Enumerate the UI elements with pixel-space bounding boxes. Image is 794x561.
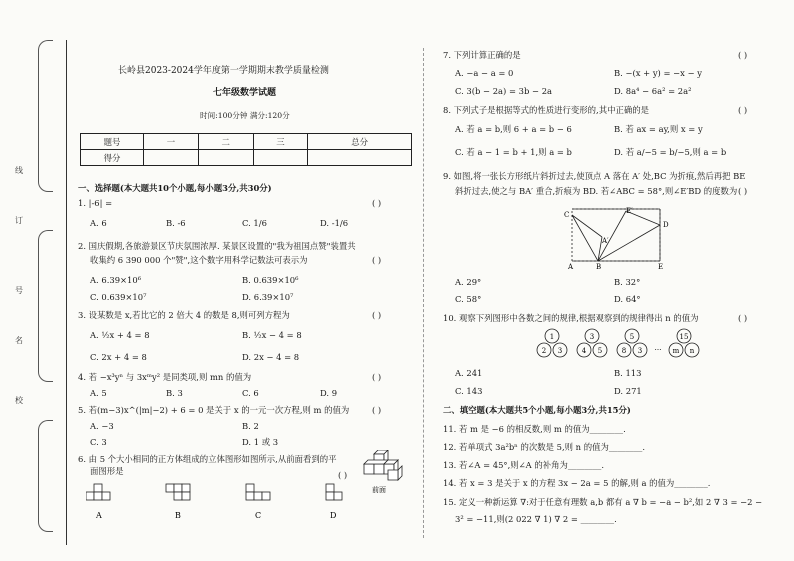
q7-stem: 7. 下列计算正确的是 [443, 50, 521, 60]
section2-heading: 二、填空题(本大题共5个小题,每小题3分,共15分) [443, 405, 631, 415]
q4-stem: 4. 若 −x³yⁿ 与 3xᵐy² 是同类项,则 mn 的值为 [78, 372, 252, 382]
exam-subtitle: 七年级数学试题 [213, 88, 277, 98]
q9-answer-paren: ( ) [738, 186, 748, 196]
q10-option-d: D. 271 [614, 386, 642, 396]
binding-bracket-bottom [38, 420, 53, 532]
q6-front-label: 前面 [372, 486, 386, 494]
square [174, 484, 182, 492]
q8-option-b: B. 若 ax = ay,则 x = y [614, 124, 703, 134]
q5-stem: 5. 若(m−3)x^(|m|−2) + 6 = 0 是关于 x 的一元一次方程,则 m 的值为 [78, 405, 350, 415]
q7-option-c: C. 3(b − 2a) = 3b − 2a [455, 86, 553, 96]
square [174, 492, 182, 500]
q3-option-d: D. 2x − 4 = 8 [242, 352, 300, 362]
q10-stem: 10. 观察下列图形中各数之间的规律,根据观察到的规律得出 n 的值为 [443, 313, 699, 323]
square [262, 492, 270, 500]
q8-answer-paren: ( ) [738, 105, 748, 115]
q4-option-b: B. 3 [166, 388, 183, 398]
exam-title: 长岭县2023-2024学年度第一学期期末教学质量检测 [118, 66, 329, 76]
square [94, 484, 102, 492]
q9-option-d: D. 64° [614, 294, 641, 304]
q9-point-d: D [663, 221, 669, 229]
score-table-cell [198, 150, 253, 166]
q9-stem-line2: 斜折过去,使之与 BA′ 重合,折痕为 BD. 若∠ABC = 58°,则∠E′BD 的度数为 [455, 186, 738, 196]
binding-label-name: 名 [15, 336, 23, 345]
pattern-number: 5 [597, 347, 603, 355]
score-table-cell: 总分 [308, 134, 412, 150]
binding-label-order: 订 [15, 216, 23, 225]
score-table [80, 133, 412, 166]
pattern-number: 3 [557, 347, 563, 355]
q9-point-e2: E′ [626, 207, 633, 215]
q2-option-a: A. 6.39×10⁶ [90, 275, 142, 285]
score-table-cell: 得分 [81, 150, 144, 166]
q9-point-a: A [568, 263, 574, 271]
pattern-number: 5 [629, 333, 635, 341]
square [254, 492, 262, 500]
section1-heading: 一、选择题(本大题共10个小题,每小题3分,共30分) [78, 183, 272, 193]
q10-answer-paren: ( ) [738, 313, 748, 323]
q3-option-c: C. 2x + 4 = 8 [90, 352, 147, 362]
binding-line [66, 40, 67, 545]
square [246, 492, 254, 500]
q1-option-d: D. -1/6 [320, 218, 349, 228]
q9-option-b: B. 32° [614, 277, 641, 287]
binding-bracket-middle [38, 230, 53, 382]
q2-option-d: D. 6.39×10⁷ [242, 292, 294, 302]
q13-fill: 13. 若∠A = 45°,则∠A 的补角为________. [443, 460, 605, 470]
q4-answer-paren: ( ) [372, 372, 382, 382]
q14-fill: 14. 若 x = 3 是关于 x 的方程 3x − 2a = 5 的解,则 a 的值为________. [443, 478, 711, 488]
crease-bc [572, 215, 598, 261]
q10-option-b: B. 113 [614, 368, 642, 378]
binding-label-line: 线 [15, 166, 23, 175]
q6-option-b: B [175, 511, 181, 520]
q5-option-c: C. 3 [90, 437, 107, 447]
pattern-ellipsis: … [654, 344, 662, 352]
square [326, 484, 334, 492]
square [94, 492, 102, 500]
q8-option-d: D. 若 a/−5 = b/−5,则 a = b [614, 147, 727, 157]
q6-stem-line1: 6. 由 5 个大小相同的正方体组成的立体图形如图所示,从前面看到的平 [78, 454, 337, 464]
q4-option-d: D. 9 [320, 388, 338, 398]
score-table-cell: 二 [198, 134, 253, 150]
q10-number-pattern [536, 328, 706, 364]
q9-option-a: A. 29° [455, 277, 482, 287]
score-table-header-row [81, 134, 412, 150]
q7-answer-paren: ( ) [738, 50, 748, 60]
q3-option-b: B. ½x − 4 = 8 [242, 330, 302, 340]
q5-option-a: A. −3 [90, 421, 114, 431]
cube-face [374, 464, 384, 474]
q15-fill-line2: 3² = −11,则(2 022 ∇ 1) ∇ 2 = ________. [455, 514, 617, 524]
q5-option-b: B. 2 [242, 421, 259, 431]
q9-point-a2: A′ [602, 237, 609, 245]
score-table-cell: 题号 [81, 134, 144, 150]
cube-face [398, 466, 402, 480]
q9-point-e: E [658, 263, 664, 271]
q6-option-a: A [96, 511, 102, 520]
pattern-number: 15 [679, 333, 689, 341]
q8-stem: 8. 下列式子是根据等式的性质进行变形的,其中正确的是 [443, 105, 649, 115]
rectangle-outline [572, 209, 660, 261]
q9-stem-line1: 9. 如图,将一张长方形纸片斜折过去,使顶点 A 落在 A′ 处,BC 为折痕,然后再把 BE [443, 171, 746, 181]
q9-point-b: B [596, 263, 602, 271]
q2-option-b: B. 0.639×10⁶ [242, 275, 299, 285]
pattern-number: 4 [581, 347, 587, 355]
pattern-number: 8 [621, 347, 627, 355]
exam-time-info: 时间:100分钟 满分:120分 [200, 111, 290, 120]
q2-option-c: C. 0.639×10⁷ [90, 292, 147, 302]
q1-stem: 1. |-6| = [78, 198, 113, 208]
q7-option-d: D. 8a⁴ − 6a² = 2a² [614, 86, 692, 96]
q2-answer-paren: ( ) [372, 255, 382, 265]
score-table-cell [308, 150, 412, 166]
pattern-number: 1 [549, 333, 555, 341]
q8-option-a: A. 若 a = b,则 6 + a = b − 6 [455, 124, 572, 134]
binding-label-number: 号 [15, 286, 23, 295]
score-table-score-row [81, 150, 412, 166]
fold-edge [598, 211, 626, 261]
q1-option-a: A. 6 [90, 218, 107, 228]
q9-point-c: C [564, 211, 570, 219]
q2-stem-line2: 收集约 6 390 000 个"赞",这个数字用科学记数法可表示为 [90, 255, 308, 265]
pattern-number: 2 [541, 347, 547, 355]
score-table-cell: 一 [144, 134, 199, 150]
fold-edge [572, 215, 602, 237]
binding-label-school: 校 [15, 396, 23, 405]
q4-option-a: A. 5 [90, 388, 107, 398]
column-divider [423, 48, 424, 538]
square [326, 492, 334, 500]
q7-option-a: A. −a − a = 0 [455, 68, 514, 78]
square [182, 492, 190, 500]
score-table-cell: 三 [253, 134, 308, 150]
q3-stem: 3. 设某数是 x,若比它的 2 倍大 4 的数是 8,则可列方程为 [78, 310, 290, 320]
pattern-number: 3 [589, 333, 595, 341]
q9-fold-diagram [560, 203, 680, 271]
q1-answer-paren: ( ) [372, 198, 382, 208]
q5-answer-paren: ( ) [372, 405, 382, 415]
square [166, 484, 174, 492]
q15-fill-line1: 15. 定义一种新运算 ∇:对于任意有理数 a,b 都有 a ∇ b = −a − b²,如 2 ∇ 3 = −2 − [443, 497, 763, 507]
q6-options-figures [86, 482, 416, 524]
square [86, 492, 94, 500]
q8-option-c: C. 若 a − 1 = b + 1,则 a = b [455, 147, 572, 157]
q6-answer-paren: ( ) [338, 470, 348, 480]
q1-option-b: B. -6 [166, 218, 186, 228]
q12-fill: 12. 若单项式 3a²bⁿ 的次数是 5,则 n 的值为________. [443, 442, 646, 452]
q1-option-c: C. 1/6 [242, 218, 267, 228]
q10-option-a: A. 241 [455, 368, 483, 378]
square [182, 484, 190, 492]
q6-stem-line2: 面图形是 [90, 466, 124, 476]
score-table-cell [253, 150, 308, 166]
pattern-number: m [672, 347, 680, 355]
cube-face [364, 464, 374, 474]
q3-answer-paren: ( ) [372, 310, 382, 320]
q10-option-c: C. 143 [455, 386, 483, 396]
q6-option-d: D [330, 511, 337, 520]
square [102, 492, 110, 500]
q3-option-a: A. ½x + 4 = 8 [90, 330, 150, 340]
q9-option-c: C. 58° [455, 294, 482, 304]
q11-fill: 11. 若 m 是 −6 的相反数,则 m 的值为________. [443, 424, 626, 434]
square [246, 484, 254, 492]
binding-bracket-top [38, 40, 53, 192]
pattern-number: 3 [637, 347, 643, 355]
q2-stem-line1: 2. 国庆假期,各旅游景区节庆氛围浓厚. 某景区设置的"我为祖国点赞"装置共 [78, 241, 356, 251]
q4-option-c: C. 6 [242, 388, 259, 398]
square [334, 492, 342, 500]
score-table-cell [144, 150, 199, 166]
q5-option-d: D. 1 或 3 [242, 437, 279, 447]
cube-face [388, 470, 398, 480]
pattern-number: n [689, 347, 695, 355]
q6-option-c: C [255, 511, 262, 520]
q7-option-b: B. −(x + y) = −x − y [614, 68, 702, 78]
